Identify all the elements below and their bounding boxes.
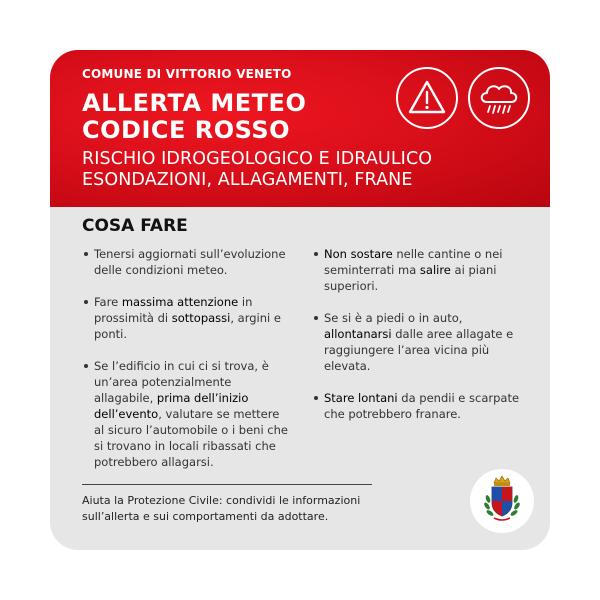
heavy-rain-icon bbox=[468, 67, 530, 129]
coat-of-arms-emblem bbox=[470, 469, 534, 533]
instruction-text: da pendii e scarpate che potrebbero franare. bbox=[324, 391, 520, 421]
instruction-highlight: massima attenzione bbox=[121, 295, 239, 309]
instruction-item bbox=[314, 390, 526, 422]
instruction-text: ai piani superiori. bbox=[324, 263, 497, 293]
alert-title bbox=[82, 90, 306, 144]
instruction-text: Se l’edificio in cui ci si trova, è un’area potenzialmente allagabile, bbox=[94, 359, 269, 405]
section-title: COSA FARE bbox=[82, 216, 188, 236]
alert-title-line2: CODICE ROSSO bbox=[82, 116, 291, 144]
instruction-text: nelle cantine o nei seminterrati ma bbox=[324, 247, 503, 277]
instruction-text: , valutare se mettere al sicuro l’automobile o i beni che si trovano in locali ribassati che potrebbero allagarsi. bbox=[94, 407, 288, 469]
risk-line1: RISCHIO IDROGEOLOGICO E IDRAULICO bbox=[82, 149, 433, 169]
instruction-highlight: Non sostare bbox=[324, 247, 393, 261]
instructions-right-column bbox=[314, 246, 526, 438]
warning-triangle-icon bbox=[396, 67, 458, 129]
instructions-left-column bbox=[84, 246, 290, 486]
alert-card bbox=[50, 50, 550, 550]
instruction-text: Fare bbox=[94, 295, 122, 309]
instruction-item bbox=[314, 310, 526, 374]
instruction-highlight: allontanarsi bbox=[324, 327, 392, 341]
alert-header bbox=[50, 50, 550, 207]
alert-title-line1: ALLERTA METEO bbox=[82, 89, 307, 117]
instruction-text: , argini e ponti. bbox=[94, 311, 281, 341]
footer-message: Aiuta la Protezione Civile: condividi le informazioni sull’allerta e sui comportamenti da adottare. bbox=[82, 494, 361, 523]
instruction-item bbox=[84, 358, 290, 470]
instruction-highlight: salire bbox=[419, 263, 451, 277]
instruction-item bbox=[84, 294, 290, 342]
municipality-name: COMUNE DI VITTORIO VENETO bbox=[82, 67, 292, 81]
risk-description bbox=[82, 149, 432, 191]
instruction-highlight: prima dell’inizio dell’evento bbox=[94, 391, 249, 421]
instruction-text: Se si è a piedi o in auto, bbox=[324, 311, 463, 325]
instruction-highlight: sottopassi bbox=[171, 311, 231, 325]
instruction-text: Tenersi aggiornati sull’evoluzione delle condizioni meteo. bbox=[94, 247, 286, 277]
instruction-text: in prossimità di bbox=[94, 295, 253, 325]
instruction-highlight: Stare lontani bbox=[324, 391, 398, 405]
instruction-text: dalle aree allagate e raggiungere l’area vicina più elevata. bbox=[324, 327, 514, 373]
instruction-item bbox=[84, 246, 290, 278]
risk-line2: ESONDAZIONI, ALLAGAMENTI, FRANE bbox=[82, 170, 413, 190]
footer-divider bbox=[82, 484, 372, 485]
instruction-item bbox=[314, 246, 526, 294]
